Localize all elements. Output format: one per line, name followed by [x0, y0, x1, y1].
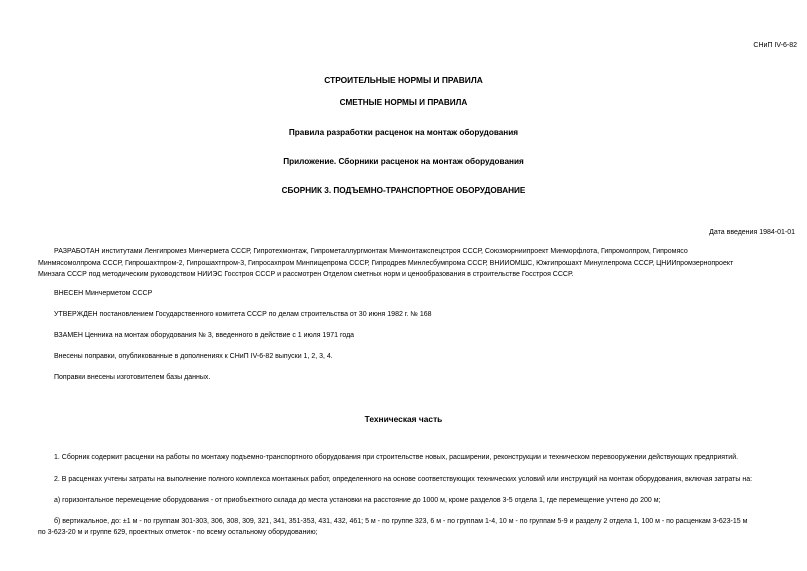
- appendix-title: Приложение. Сборники расценок на монтаж оборудования: [283, 157, 524, 166]
- rules-title: Правила разработки расценок на монтаж оборудования: [288, 128, 519, 137]
- document-code: СНиП IV-6-82: [753, 42, 797, 49]
- section-title: Техническая часть: [364, 414, 443, 424]
- collection-title: СБОРНИК 3. ПОДЪЕМНО-ТРАНСПОРТНОЕ ОБОРУДОВАНИЕ: [281, 186, 526, 195]
- developed-by-line1: РАЗРАБОТАН институтами Ленгипромез Минчермета СССР, Гипротехмонтаж, Гипрометаллургмонтаж Минмонтажспецстроя СССР, Союзморниипроект Минморфлота, Гипромолпром, Гипромясо: [54, 248, 688, 255]
- replaces-note: ВЗАМЕН Ценника на монтаж оборудования № 3, введенного в действие с 1 июля 1971 года: [54, 332, 355, 339]
- introduction-date: Дата введения 1984-01-01: [709, 229, 795, 236]
- introduced-by: ВНЕСЕН Минчерметом СССР: [54, 290, 153, 297]
- document-subtitle: СМЕТНЫЕ НОРМЫ И ПРАВИЛА: [339, 98, 468, 107]
- amendments-note: Внесены поправки, опубликованные в дополнениях к СНиП IV-6-82 выпуски 1, 2, 3, 4.: [54, 353, 333, 360]
- document-title: СТРОИТЕЛЬНЫЕ НОРМЫ И ПРАВИЛА: [324, 75, 483, 85]
- developed-by-line3: Минзага СССР под методическим руководством НИИЭС Госстроя СССР и рассмотрен Отделом сметных норм и ценообразования в строительстве Госстроя СССР.: [38, 271, 574, 278]
- developed-by-line2: Минмясомолпрома СССР, Гипрошахтпром-2, Гипрошахтпром-3, Гипросахпром Минпищепрома СССР, Гипродрев Минлесбумпрома СССР, ВНИИОМШС, Южгипрошахт Минуглепрома СССР, ЦНИИпромзернопроект: [38, 260, 734, 267]
- technical-item-b-line2: по 3-623-20 м и группе 629, проектных отметок - по всему остальному оборудованию;: [38, 529, 318, 536]
- technical-paragraph-2: 2. В расценках учтены затраты на выполнение полного комплекса монтажных работ, определенного на основе соответствующих технических условий или инструкций на монтаж оборудования, включая затраты на:: [54, 476, 753, 483]
- technical-item-b-line1: б) вертикальное, до: ±1 м - по группам 301-303, 306, 308, 309, 321, 341, 351-353, 431, 432, 461; 5 м - по группе 323, 6 м - по группам 1-4, 10 м - по группам 5-9 и разделу 2 отдела 1, 100 м - по расценкам 3-623-15 м: [54, 518, 748, 525]
- approved-by: УТВЕРЖДЕН постановлением Государственного комитета СССР по делам строительства от 30 июня 1982 г. № 168: [54, 311, 432, 318]
- corrections-note: Поправки внесены изготовителем базы данных.: [54, 374, 211, 381]
- technical-item-a: а) горизонтальное перемещение оборудования - от приобъектного склада до места установки на расстояние до 1000 м, кроме разделов 3-5 отдела 1, где перемещение учтено до 200 м;: [54, 497, 661, 504]
- technical-paragraph-1: 1. Сборник содержит расценки на работы по монтажу подъемно-транспортного оборудования при строительстве новых, расширении, реконструкции и техническом перевооружении действующих предприятий.: [54, 454, 739, 461]
